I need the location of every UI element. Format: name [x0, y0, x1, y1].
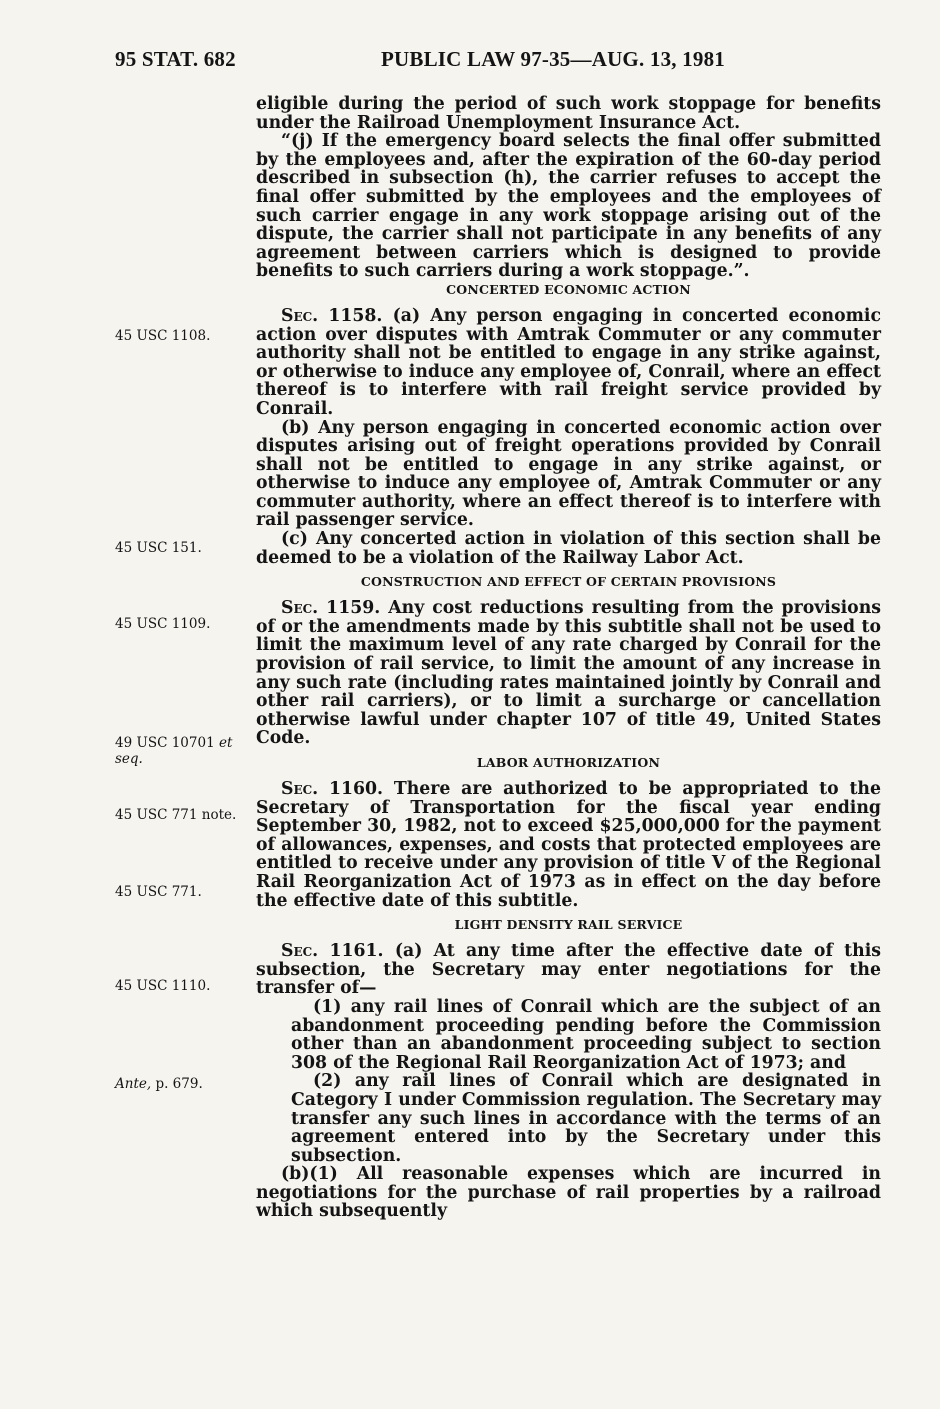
section-1161-b-1: (b)(1) All reasonable expenses which are incurred in negotiations for the purchase of rail properties by a railroad which subsequently: [256, 1164, 881, 1222]
section-1158-label: Sec. 1158.: [281, 305, 383, 326]
section-1159-label: Sec. 1159.: [281, 598, 381, 619]
page-header: [115, 47, 881, 81]
margin-note-et: et: [218, 735, 233, 751]
section-1161-a-2: (2) any rail lines of Conrail which are designated in Category I under Commission regulation. The Secretary may transfer any such lines in accordance with the terms of an agreement entered into by the Secretary under this subsection.: [291, 1071, 881, 1166]
margin-note-ante: [115, 1076, 203, 1092]
body-text: [256, 95, 881, 1221]
heading-labor-authorization: LABOR AUTHORIZATION: [476, 755, 661, 770]
section-1161-a-1: (1) any rail lines of Conrail which are the subject of an abandonment proceeding pending before the Commission other than an abandonment proceeding subject to section 308 of the Regional Rail Reorganization Act of 1973; and: [291, 996, 881, 1073]
section-1158-c: (c) Any concerted action in violation of this section shall be deemed to be a violation of the Railway Labor Act.: [256, 529, 881, 568]
public-law-title: PUBLIC LAW 97-35—AUG. 13, 1981: [381, 47, 725, 71]
heading-concerted-economic-action: CONCERTED ECONOMIC ACTION: [446, 281, 691, 297]
margin-note-ante-page: p. 679.: [155, 1076, 203, 1092]
section-1159: [256, 599, 881, 748]
paragraph-continuation: eligible during the period of such work stoppage for benefits under the Railroad Unemployment Insurance Act.: [256, 94, 881, 133]
section-1160: [256, 780, 881, 910]
margin-note-citation: 49 USC 10701: [115, 735, 215, 751]
margin-note-ante-label: Ante,: [115, 1076, 152, 1092]
section-1159-text: Any cost reductions resulting from the provisions of or the amendments made by this subtitle shall not be used to limit the maximum level of any rate charged by Conrail for the provision of rail service, to limit the amount of any increase in any such rate (including rates maintained jointly by Conrail and other rail carriers), or to limit a surcharge or cancellation otherwise lawful under chapter 107 of title 49, United States Code.: [256, 598, 881, 749]
margin-note-seq: seq.: [115, 751, 143, 767]
section-1161-label: Sec. 1161.: [281, 941, 384, 962]
section-1158-a-text: (a) Any person engaging in concerted economic action over disputes with Amtrak Commuter or any commuter authority shall not be entitled to engage in any strike against, or otherwise to induce any employee of, Conrail, where an effect thereof is to interfere with rail freight service provided by Conrail.: [256, 305, 881, 419]
statute-page-number: 95 STAT. 682: [115, 47, 236, 71]
paragraph-subsection-j: “(j) If the emergency board selects the final offer submitted by the employees and, after the expiration of the 60-day period described in subsection (h), the carrier refuses to accept the final offer submitted by the employees and the employees of such carrier engage in any work stoppage arising out of the dispute, the carrier shall not participate in any benefits of any agreement between carriers which is designed to provide benefits to such carriers during a work stoppage.”.: [256, 131, 881, 282]
section-1161-a-text: (a) At any time after the effective date of this subsection, the Secretary may enter negotiations for the transfer of—: [256, 941, 881, 999]
margin-note-45-usc-771: 45 USC 771.: [115, 884, 202, 900]
heading-construction-and-effect: CONSTRUCTION AND EFFECT OF CERTAIN PROVISIONS: [360, 574, 777, 590]
margin-note-45-usc-1109: 45 USC 1109.: [115, 616, 211, 632]
margin-note-45-usc-1110: 45 USC 1110.: [115, 978, 211, 994]
section-1160-text: There are authorized to be appropriated to the Secretary of Transportation for the fiscal year ending September 30, 1982, not to exceed $25,000,000 for the payment of allowances, expenses, and costs that protected employees are entitled to receive under any provision of title V of the Regional Rail Reorganization Act of 1973 as in effect on the day before the effective date of this subtitle.: [256, 779, 881, 911]
margin-note-45-usc-1108: 45 USC 1108.: [115, 328, 211, 344]
margin-note-49-usc-10701: [115, 735, 232, 767]
section-1158-b: (b) Any person engaging in concerted economic action over disputes arising out of freight operations provided by Conrail shall not be entitled to engage in any strike against, or otherwise to induce any employee of, Amtrak Commuter or any commuter authority, where an effect thereof is to interfere with rail passenger service.: [256, 417, 881, 531]
section-1158-a: [256, 307, 881, 419]
section-1161-a: [256, 942, 881, 998]
margin-note-45-usc-771-note: 45 USC 771 note.: [115, 807, 237, 823]
section-1160-label: Sec. 1160.: [281, 779, 384, 799]
heading-light-density-rail-service: LIGHT DENSITY RAIL SERVICE: [454, 917, 683, 933]
margin-note-45-usc-151: 45 USC 151.: [115, 540, 202, 556]
